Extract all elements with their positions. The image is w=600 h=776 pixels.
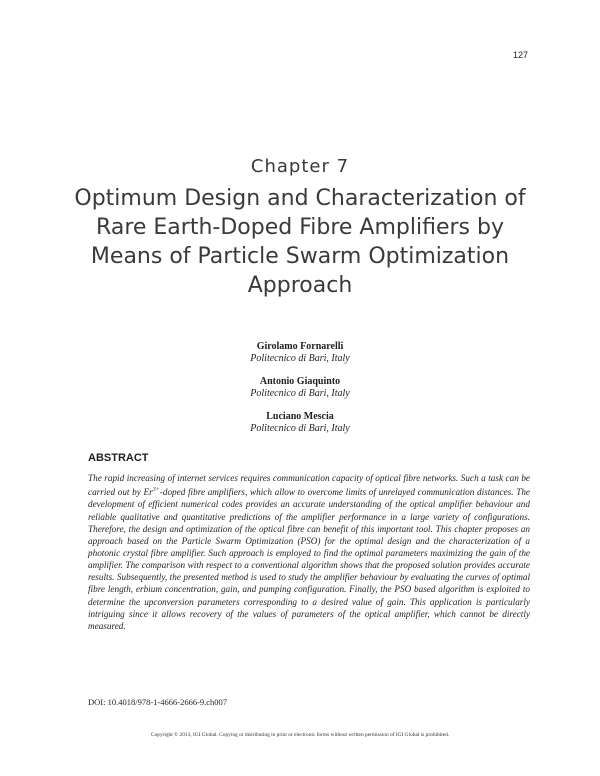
author-affiliation: Politecnico di Bari, Italy: [250, 388, 350, 399]
abstract-heading: ABSTRACT: [88, 452, 149, 464]
abstract-text-part1: The rapid increasing of internet services requires communication capacity of optical fibre networks. Such a task can be carried out by Er: [88, 473, 530, 498]
author-list: [0, 341, 600, 446]
author-name: Luciano Mescia: [266, 411, 334, 422]
author-name: Antonio Giaquinto: [259, 376, 341, 387]
copyright-notice: Copyright © 2013, IGI Global. Copying or distributing in print or electronic forms without written permission of IGI Global is prohibited.: [150, 732, 450, 738]
chapter-label: Chapter 7: [250, 156, 350, 177]
author-name: Girolamo Fornarelli: [256, 341, 344, 352]
author-affiliation: Politecnico di Bari, Italy: [250, 353, 350, 364]
author-block: [0, 341, 600, 365]
abstract-body: [88, 472, 530, 632]
chapter-title: Optimum Design and Characterization of Rare Earth-Doped Fibre Amplifiers by Means of Particle Swarm Optimization Approach: [74, 186, 526, 298]
page-number: 127: [512, 50, 528, 60]
author-affiliation: Politecnico di Bari, Italy: [250, 423, 350, 434]
author-block: [0, 376, 600, 400]
author-block: [0, 411, 600, 435]
erbium-superscript: 3+: [152, 487, 160, 494]
doi: DOI: 10.4018/978-1-4666-2666-9.ch007: [88, 697, 228, 707]
abstract-text-part2: -doped fibre amplifiers, which allow to overcome limits of unrelayed communication distances. The development of efficient numerical codes provides an accurate understanding of the optical amplifier behaviour and reliable qualitative and quantitative predictions of the amplifier performance in a large variety of configurations. Therefore, the design and optimization of the optical fibre can benefit of this important tool. This chapter proposes an approach based on the Particle Swarm Optimization (PSO) for the optimal design and the characterization of a photonic crystal fibre amplifier. Such approach is employed to find the optimal parameters maximizing the gain of the amplifier. The comparison with respect to a conventional algorithm shows that the proposed solution provides accurate results. Subsequently, the presented method is used to study the amplifier behaviour by evaluating the curves of optimal fibre length, erbium concentration, gain, and pumping configuration. Finally, the PSO based algorithm is exploited to determine the upconversion parameters corresponding to a desired value of gain. This application is particularly intriguing since it allows recovery of the values of parameters of the optical amplifier, which cannot be directly measured.: [88, 487, 530, 631]
